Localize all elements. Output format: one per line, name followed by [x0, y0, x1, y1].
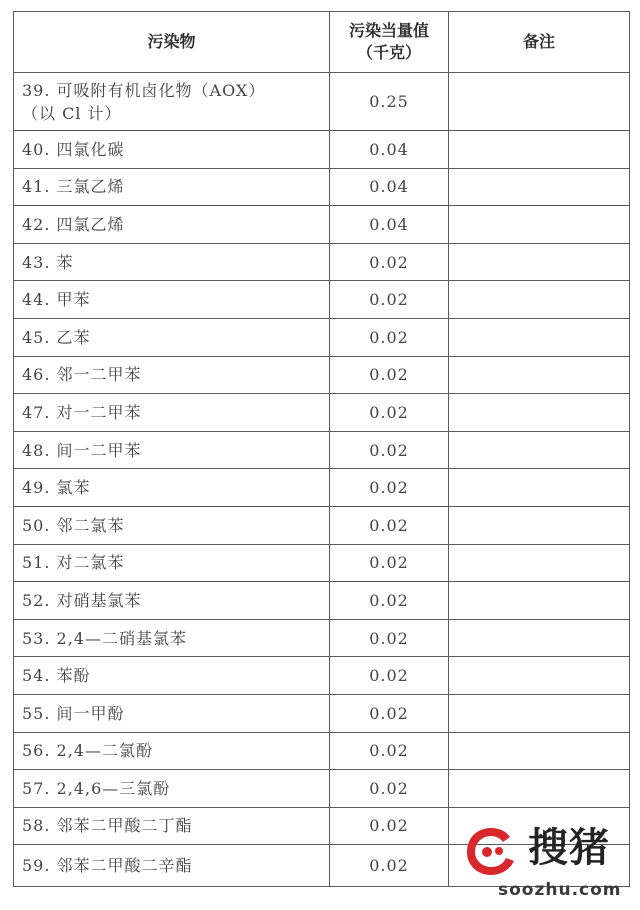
table-row: [14, 131, 630, 169]
soozhu-logo-icon: [462, 822, 520, 880]
equivalent-value-cell: 0.04: [330, 206, 449, 244]
pollutant-name-cell: [14, 206, 330, 244]
remark-cell: [449, 770, 630, 808]
pollutant-name: 55. 间一甲酚: [22, 703, 125, 723]
table-row: [14, 506, 630, 544]
pollutant-name-cell: [14, 394, 330, 432]
table-row: [14, 544, 630, 582]
table-header-row: [14, 12, 630, 73]
pollutant-name: 57. 2,4,6—三氯酚: [22, 778, 171, 798]
table-row: [14, 356, 630, 394]
remark-cell: [449, 73, 630, 131]
pollutant-name: 39. 可吸附有机卤化物（AOX）: [22, 80, 266, 100]
header-remarks: 备注: [449, 12, 630, 73]
table-row: [14, 243, 630, 281]
pollutant-name-cell: [14, 619, 330, 657]
pollutant-name: 54. 苯酚: [22, 666, 91, 686]
pollutant-name-cell: [14, 657, 330, 695]
pollutant-name-note: （以 Cl 计）: [22, 103, 122, 123]
equivalent-value-cell: 0.02: [330, 243, 449, 281]
equivalent-value-cell: 0.02: [330, 356, 449, 394]
table-row: [14, 657, 630, 695]
equivalent-value-cell: 0.02: [330, 506, 449, 544]
pollutant-name: 45. 乙苯: [22, 327, 91, 347]
pollutant-name-cell: [14, 582, 330, 620]
equivalent-value-cell: 0.02: [330, 544, 449, 582]
equivalent-value-cell: 0.02: [330, 732, 449, 770]
pollutant-name-cell: [14, 544, 330, 582]
pollutant-name: 48. 间一二甲苯: [22, 440, 142, 460]
equivalent-value-cell: 0.02: [330, 807, 449, 845]
table-row: [14, 732, 630, 770]
remark-cell: [449, 694, 630, 732]
remark-cell: [449, 619, 630, 657]
pollutant-name-cell: [14, 318, 330, 356]
watermark-url: soozhu.com: [498, 880, 622, 900]
table-row: [14, 770, 630, 808]
table-row: [14, 168, 630, 206]
remark-cell: [449, 544, 630, 582]
remark-cell: [449, 168, 630, 206]
equivalent-value-cell: 0.04: [330, 131, 449, 169]
pollutant-name: 47. 对一二甲苯: [22, 402, 142, 422]
pollutant-name-cell: [14, 770, 330, 808]
table-row: [14, 318, 630, 356]
remark-cell: [449, 356, 630, 394]
table-row: [14, 694, 630, 732]
remark-cell: [449, 318, 630, 356]
pollutant-name: 53. 2,4—二硝基氯苯: [22, 628, 187, 648]
pollutant-name: 59. 邻苯二甲酸二辛酯: [22, 856, 193, 876]
pollutant-name-cell: [14, 131, 330, 169]
remark-cell: [449, 281, 630, 319]
pollutant-name: 56. 2,4—二氯酚: [22, 741, 153, 761]
remark-cell: [449, 243, 630, 281]
watermark-brand-name: 搜猪: [528, 824, 610, 871]
table-body: [14, 73, 630, 887]
remark-cell: [449, 506, 630, 544]
pollutant-name: 42. 四氯乙烯: [22, 214, 125, 234]
remark-cell: [449, 469, 630, 507]
equivalent-value-cell: 0.02: [330, 845, 449, 887]
pollutant-name-cell: [14, 469, 330, 507]
equivalent-value-cell: 0.04: [330, 168, 449, 206]
pollutant-name-cell: [14, 431, 330, 469]
remark-cell: [449, 582, 630, 620]
equivalent-value-cell: 0.02: [330, 694, 449, 732]
header-equivalent-value-line1: 污染当量值: [348, 21, 429, 40]
pollutant-name-cell: [14, 73, 330, 131]
pollutant-name: 40. 四氯化碳: [22, 139, 125, 159]
header-pollutant: 污染物: [14, 12, 330, 73]
pollutant-equivalent-table: [13, 11, 630, 887]
equivalent-value-cell: 0.02: [330, 469, 449, 507]
remark-cell: [449, 394, 630, 432]
table-row: [14, 394, 630, 432]
pollutant-name: 49. 氯苯: [22, 478, 91, 498]
pollutant-name-cell: [14, 168, 330, 206]
equivalent-value-cell: 0.02: [330, 582, 449, 620]
equivalent-value-cell: 0.02: [330, 318, 449, 356]
equivalent-value-cell: 0.02: [330, 657, 449, 695]
header-equivalent-value: [330, 12, 449, 73]
table-row: [14, 281, 630, 319]
equivalent-value-cell: 0.02: [330, 394, 449, 432]
watermark: [462, 820, 632, 904]
header-equivalent-value-unit: （千克）: [356, 43, 421, 62]
pollutant-name: 46. 邻一二甲苯: [22, 365, 142, 385]
equivalent-value-cell: 0.25: [330, 73, 449, 131]
pollutant-name: 51. 对二氯苯: [22, 553, 125, 573]
pollutant-name: 41. 三氯乙烯: [22, 177, 125, 197]
table-row: [14, 582, 630, 620]
equivalent-value-cell: 0.02: [330, 431, 449, 469]
table-row: [14, 469, 630, 507]
remark-cell: [449, 732, 630, 770]
pollutant-name-cell: [14, 281, 330, 319]
table-row: [14, 619, 630, 657]
equivalent-value-cell: 0.02: [330, 770, 449, 808]
equivalent-value-cell: 0.02: [330, 281, 449, 319]
remark-cell: [449, 657, 630, 695]
pollutant-name-cell: [14, 356, 330, 394]
pollutant-name-cell: [14, 694, 330, 732]
pollutant-name-cell: [14, 807, 330, 845]
remark-cell: [449, 131, 630, 169]
pollutant-name-cell: [14, 732, 330, 770]
pollutant-name-cell: [14, 845, 330, 887]
pollutant-name: 58. 邻苯二甲酸二丁酯: [22, 816, 193, 836]
table-row: [14, 73, 630, 131]
pollutant-name: 52. 对硝基氯苯: [22, 590, 142, 610]
pollutant-name-cell: [14, 506, 330, 544]
pollutant-name-cell: [14, 243, 330, 281]
table-row: [14, 206, 630, 244]
remark-cell: [449, 206, 630, 244]
table-row: [14, 431, 630, 469]
pollutant-name: 43. 苯: [22, 252, 74, 272]
remark-cell: [449, 431, 630, 469]
pollutant-name: 44. 甲苯: [22, 290, 91, 310]
equivalent-value-cell: 0.02: [330, 619, 449, 657]
pollutant-name: 50. 邻二氯苯: [22, 515, 125, 535]
